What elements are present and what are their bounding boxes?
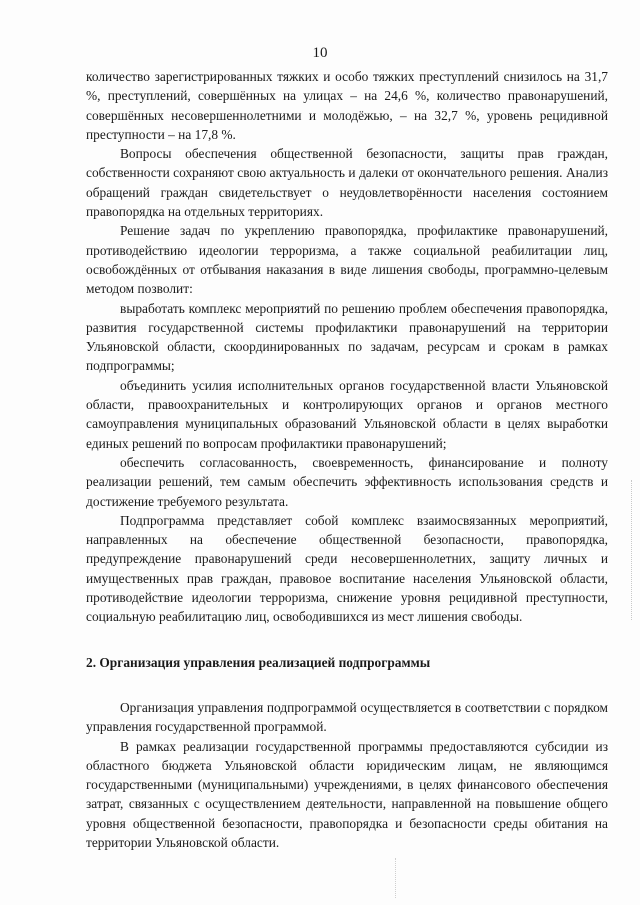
scan-artifact-right [628,480,632,620]
list-item-unite-efforts: объединить усилия исполнительных органов государственной власти Ульяновской области, правоохранительных и контролирующих органов и органов местного самоуправления муниципальных образований Ульяновской области в целях выработки единых решений по вопросам профилактики правонарушений; [86,377,608,451]
paragraph-security-issues: Вопросы обеспечения общественной безопасности, защиты прав граждан, собственности сохраняют свою актуальность и далеки от окончательного решения. Анализ обращений граждан свидетельствует о неудовлетворённости населения состоянием правопорядка на отдельных территориях. [86,146,608,220]
paragraph-continuation: количество зарегистрированных тяжких и особо тяжких преступлений снизилось на 31,7 %, преступлений, совершённых на улицах – на 24,6 %, количество правонарушений, совершённых несовершеннолетними и молодёжью, – на 32,7 %, уровень рецидивной преступности – на 17,8 %. [86,69,608,142]
page-number: 10 [312,45,328,61]
scan-artifact-bottom [395,858,398,898]
document-body [86,67,608,852]
paragraph-management-organization: Организация управления подпрограммой осуществляется в соответствии с порядком управления государственной программой. [86,699,608,735]
paragraph-subsidies: В рамках реализации государственной программы предоставляются субсидии из областного бюджета Ульяновской области юридическим лицам, не являющимся государственными (муниципальными) учреждениями, в целях финансового обеспечения затрат, связанных с осуществлением деятельности, направленной на повышение общего уровня общественной безопасности, правопорядка и безопасности среды обитания на территории Ульяновской области. [86,738,608,850]
list-item-measures: выработать комплекс мероприятий по решению проблем обеспечения правопорядка, развития государственной системы профилактики правонарушений на территории Ульяновской области, скоординированных по задачам, ресурсам и срокам в рамках подпрограммы; [86,300,608,374]
section-heading: 2. Организация управления реализацией подпрограммы [86,654,431,670]
paragraph-subprogram-description: Подпрограмма представляет собой комплекс взаимосвязанных мероприятий, направленных на обеспечение общественной безопасности, правопорядка, предупреждение правонарушений среди несовершеннолетних, защиту личных и имущественных прав граждан, правовое воспитание населения Ульяновской области, противодействие идеологии терроризма, снижение уровня рецидивной преступности, социальную реабилитацию лиц, освободившихся из мест лишения свободы. [86,512,608,625]
list-item-ensure-consistency: обеспечить согласованность, своевременность, финансирование и полноту реализации решений, тем самым обеспечить эффективность использования средств и достижение требуемого результата. [86,454,608,509]
paragraph-program-goals: Решение задач по укреплению правопорядка, профилактике правонарушений, противодействию идеологии терроризма, а также социальной реабилитации лиц, освобождённых от отбывания наказания в виде лишения свободы, программно-целевым методом позволит: [86,223,608,297]
